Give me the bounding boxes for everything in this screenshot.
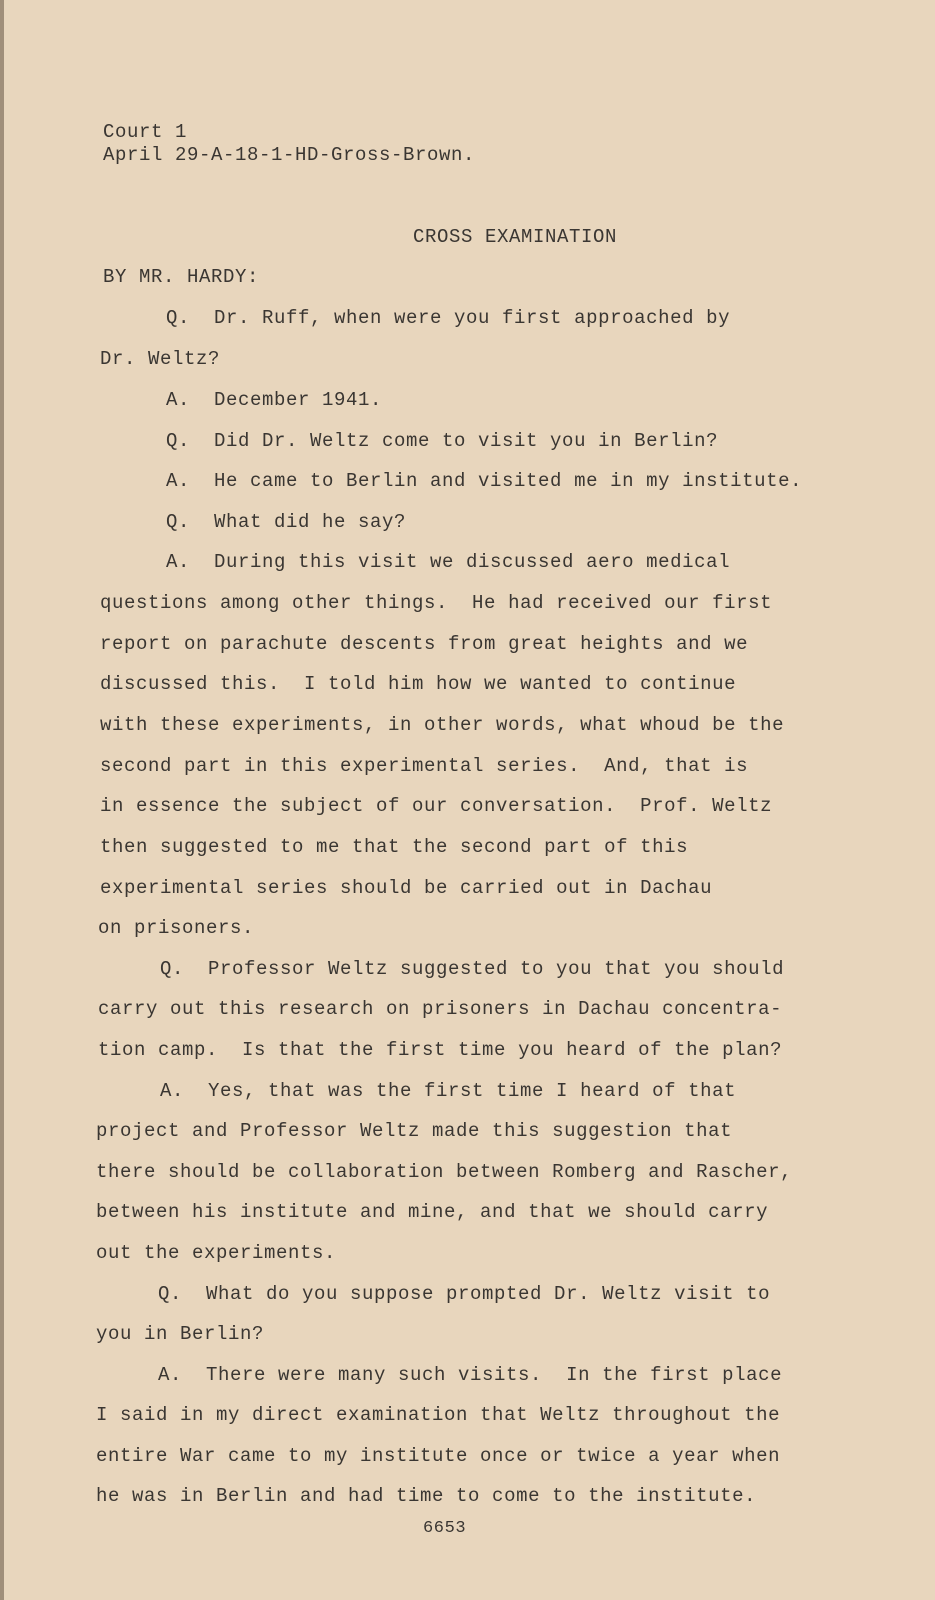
transcript-line: A. During this visit we discussed aero medical [166,551,731,573]
transcript-line: entire War came to my institute once or twice a year when [96,1445,781,1467]
transcript-line: with these experiments, in other words, what whoud be the [100,714,785,736]
transcript-line: A. December 1941. [166,389,383,411]
transcript-line: A. Yes, that was the first time I heard of that [160,1080,737,1102]
transcript-line: carry out this research on prisoners in Dachau concentra- [98,998,783,1020]
transcript-line: then suggested to me that the second part of this [100,836,689,858]
transcript-line: between his institute and mine, and that we should carry [96,1201,769,1223]
transcript-line: questions among other things. He had received our first [100,592,773,614]
transcript-line: Q. Did Dr. Weltz come to visit you in Berlin? [166,430,719,452]
session-reference: April 29-A-18-1-HD-Gross-Brown. [103,144,476,166]
transcript-line: there should be collaboration between Romberg and Rascher, [96,1161,793,1183]
transcript-line: A. He came to Berlin and visited me in my institute. [166,470,803,492]
page-number: 6653 [423,1519,467,1538]
transcript-line: Q. What do you suppose prompted Dr. Weltz visit to [158,1283,771,1305]
transcript-line: discussed this. I told him how we wanted to continue [100,673,737,695]
court-label: Court 1 [103,121,188,143]
transcript-line: Q. Professor Weltz suggested to you that you should [160,958,785,980]
transcript-line: report on parachute descents from great heights and we [100,633,749,655]
transcript-line: Q. What did he say? [166,511,407,533]
transcript-line: tion camp. Is that the first time you heard of the plan? [98,1039,783,1061]
transcript-line: he was in Berlin and had time to come to the institute. [96,1485,757,1507]
transcript-line: experimental series should be carried out in Dachau [100,877,713,899]
examiner-line: BY MR. HARDY: [103,266,260,288]
transcript-line: out the experiments. [96,1242,337,1264]
transcript-line: on prisoners. [98,917,255,939]
transcript-line: Q. Dr. Ruff, when were you first approached by [166,307,731,329]
transcript-line: second part in this experimental series. And, that is [100,755,749,777]
transcript-line: you in Berlin? [96,1323,265,1345]
section-title: CROSS EXAMINATION [413,226,618,248]
transcript-line: in essence the subject of our conversation. Prof. Weltz [100,795,773,817]
transcript-line: I said in my direct examination that Weltz throughout the [96,1404,781,1426]
transcript-line: project and Professor Weltz made this suggestion that [96,1120,733,1142]
transcript-line: A. There were many such visits. In the first place [158,1364,783,1386]
transcript-line: Dr. Weltz? [100,348,221,370]
